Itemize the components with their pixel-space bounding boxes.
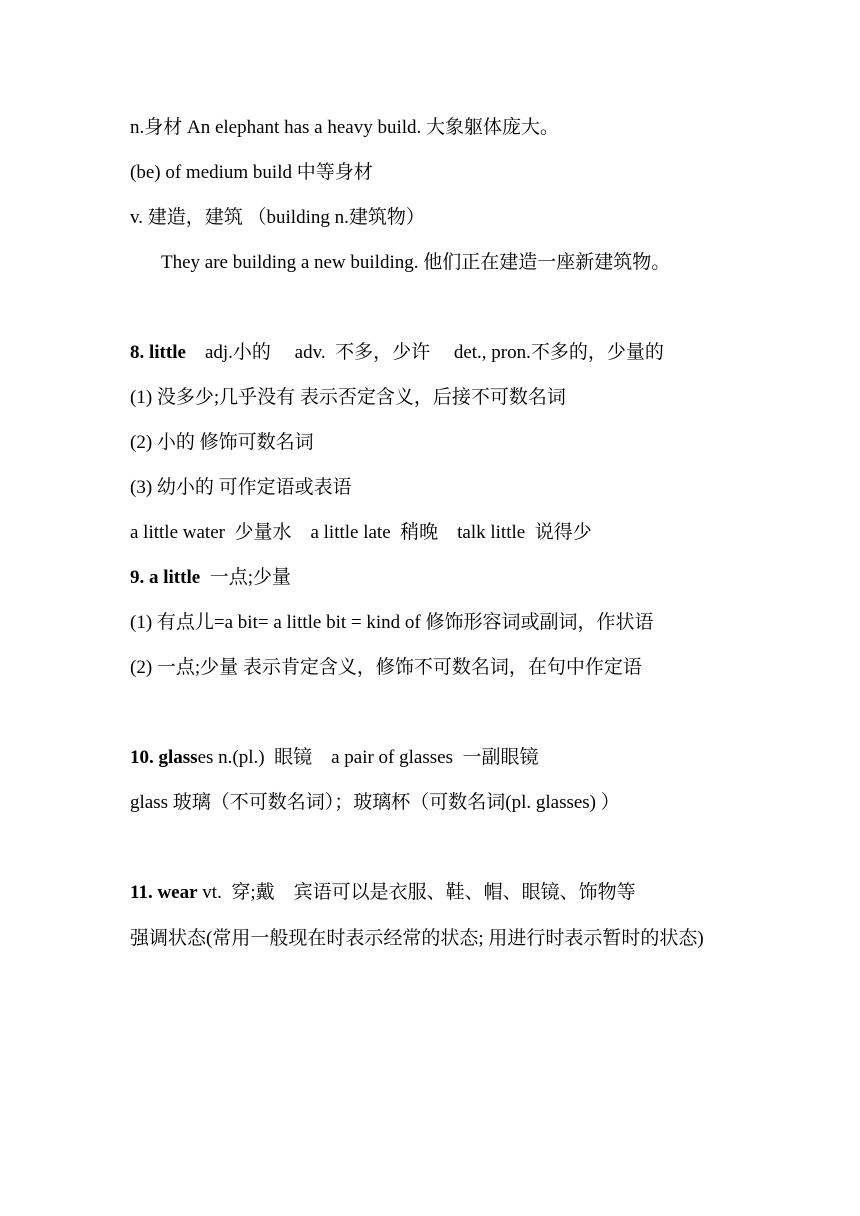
line-text: (2) 一点;少量 表示肯定含义，修饰不可数名词，在句中作定语	[130, 657, 642, 678]
build-noun-line	[130, 116, 559, 140]
line-text: (1) 有点儿=a bit= a little bit = kind of 修饰形容词或副词，作状语	[130, 612, 654, 633]
line-text: (1) 没多少;几乎没有 表示否定含义，后接不可数名词	[130, 387, 566, 408]
wear-note-paragraph	[130, 916, 730, 961]
line-text: (be) of medium build 中等身材	[130, 162, 373, 183]
line-text: (3) 幼小的 可作定语或表语	[130, 477, 352, 498]
little-sense-3-line	[130, 476, 352, 500]
entry-headword: 10. glass	[130, 747, 198, 768]
entry-headword: 11. wear	[130, 882, 198, 903]
entry-headword: 8. little	[130, 342, 186, 363]
glass-line	[130, 791, 620, 815]
little-heading-line	[130, 341, 664, 365]
line-text: 强调状态(常用一般现在时表示经常的状态; 用进行时表示暂时的状态)	[130, 928, 704, 949]
line-text: adj.小的 adv. 不多，少许 det., pron.不多的，少量的	[185, 342, 664, 363]
line-text: n.身材 An elephant has a heavy build. 大象躯体庞大。	[130, 117, 560, 138]
a-little-sense-1-line	[130, 611, 653, 635]
line-text: glass 玻璃（不可数名词）；玻璃杯（可数名词(pl. glasses) ）	[130, 792, 620, 813]
line-text: (2) 小的 修饰可数名词	[130, 432, 314, 453]
line-text: es n.(pl.) 眼镜 a pair of glasses 一副眼镜	[197, 747, 539, 768]
a-little-sense-2-line	[130, 656, 642, 680]
little-examples-line	[130, 521, 592, 545]
medium-build-line	[130, 161, 373, 185]
wear-heading-line	[130, 881, 636, 905]
a-little-heading-line	[130, 566, 291, 590]
entry-headword: 9. a little	[130, 567, 201, 588]
glasses-heading-line	[130, 746, 538, 770]
little-sense-2-line	[130, 431, 314, 455]
build-example-line	[161, 251, 670, 275]
build-verb-line	[130, 206, 425, 230]
little-sense-1-line	[130, 386, 566, 410]
line-text: a little water 少量水 a little late 稍晚 talk little 说得少	[130, 522, 592, 543]
line-text: They are building a new building. 他们正在建造一座新建筑物。	[161, 252, 671, 273]
line-text: vt. 穿;戴 宾语可以是衣服、鞋、帽、眼镜、饰物等	[197, 882, 636, 903]
line-text: 一点;少量	[200, 567, 291, 588]
line-text: v. 建造，建筑 （building n.建筑物）	[130, 207, 425, 228]
